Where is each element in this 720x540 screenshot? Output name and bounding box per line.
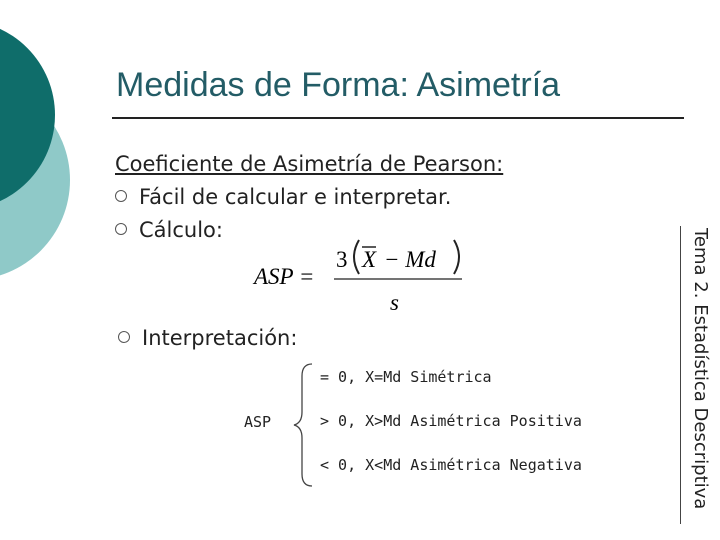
side-label: Tema 2. Estadística Descriptiva	[690, 228, 711, 510]
formula-rest: − Md	[384, 247, 436, 272]
formula-lhs: ASP =	[254, 264, 315, 289]
title-divider	[112, 117, 684, 119]
case-symmetric: = 0, X=Md Simétrica	[320, 368, 492, 386]
asp-cases	[240, 360, 640, 490]
side-divider	[680, 226, 681, 524]
interpretation-label: Interpretación:	[142, 326, 298, 350]
section-heading: Coeficiente de Asimetría de Pearson:	[115, 152, 504, 176]
right-paren	[454, 240, 459, 274]
formula-mean: X	[362, 247, 377, 272]
left-paren	[354, 240, 359, 274]
bullet-circle-icon	[115, 190, 127, 202]
bullet-circle-icon	[118, 331, 130, 343]
bullet-item	[115, 181, 503, 214]
bullet-text: Fácil de calcular e interpretar.	[139, 185, 452, 209]
asp-label: ASP	[244, 413, 272, 431]
formula-denominator: s	[390, 290, 399, 315]
formula-coef: 3	[336, 247, 348, 272]
bullet-circle-icon	[115, 223, 127, 235]
case-positive: > 0, X>Md Asimétrica Positiva	[320, 412, 582, 430]
slide-title: Medidas de Forma: Asimetría	[116, 66, 561, 104]
decorative-circles	[0, 0, 80, 300]
brace-icon	[292, 360, 316, 490]
interpretation-heading	[118, 326, 297, 350]
pearson-formula	[250, 230, 480, 320]
case-negative: < 0, X<Md Asimétrica Negativa	[320, 456, 582, 474]
bullet-text: Cálculo:	[139, 218, 223, 242]
